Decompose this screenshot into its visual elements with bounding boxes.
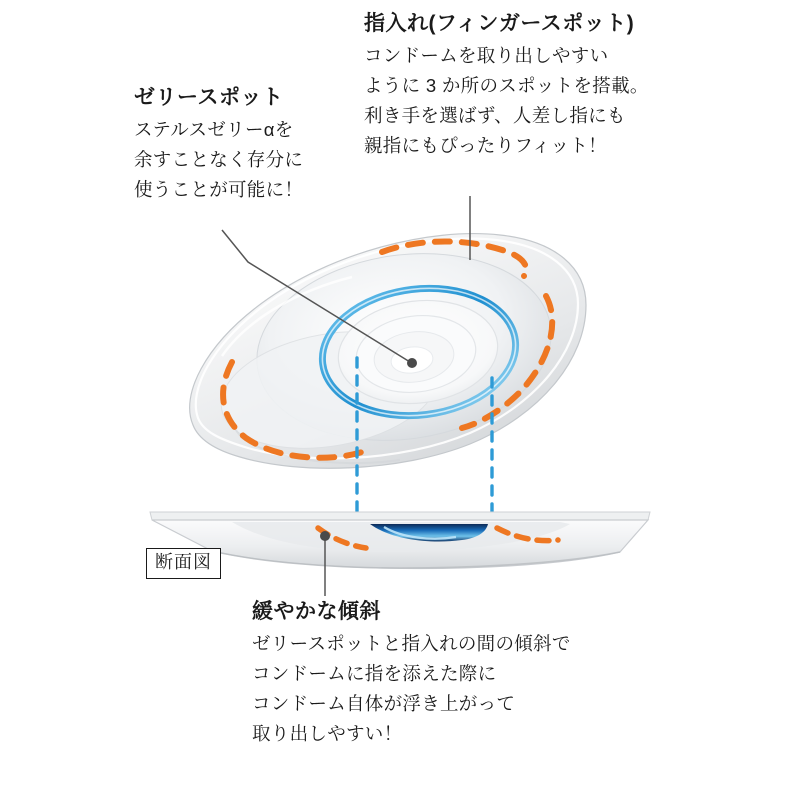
callout-finger-spot	[364, 10, 649, 161]
callout-gentle-slope-title: 緩やかな傾斜	[252, 600, 381, 623]
callout-gentle-slope-line-3: コンドーム自体が浮き上がって	[252, 693, 516, 715]
callout-finger-spot-line-1: コンドームを取り出しやすい	[364, 45, 609, 67]
callout-jelly-spot-title: ゼリースポット	[134, 86, 284, 109]
callout-finger-spot-line-2: ように 3 か所のスポットを搭載。	[364, 75, 649, 97]
callout-gentle-slope-body	[252, 629, 571, 749]
callout-gentle-slope-line-1: ゼリースポットと指入れの間の傾斜で	[252, 633, 571, 655]
leader-dot-slope	[320, 531, 330, 541]
callout-gentle-slope	[252, 598, 571, 749]
callout-jelly-spot-line-3: 使うことが可能に！	[134, 179, 304, 201]
callout-jelly-spot	[134, 84, 303, 205]
callout-gentle-slope-line-4: 取り出しやすい！	[252, 723, 403, 745]
callout-finger-spot-title: 指入れ(フィンガースポット)	[364, 12, 635, 35]
callout-jelly-spot-line-2: 余すことなく存分に	[134, 149, 304, 171]
callout-finger-spot-line-4: 親指にもぴったりフィット！	[364, 135, 607, 157]
cross-section-view	[150, 512, 650, 568]
cross-section-top-plate	[150, 512, 650, 520]
tray-top-view	[190, 234, 586, 469]
callout-finger-spot-line-3: 利き手を選ばず、人差し指にも	[364, 105, 626, 127]
callout-gentle-slope-line-2: コンドームに指を添えた際に	[252, 663, 497, 685]
callout-finger-spot-body	[364, 41, 649, 161]
leader-dot-jelly	[407, 358, 417, 368]
callout-jelly-spot-line-1: ステルスゼリーαを	[134, 119, 294, 141]
cross-section-label: 断面図	[146, 548, 221, 579]
callout-jelly-spot-body	[134, 115, 303, 205]
